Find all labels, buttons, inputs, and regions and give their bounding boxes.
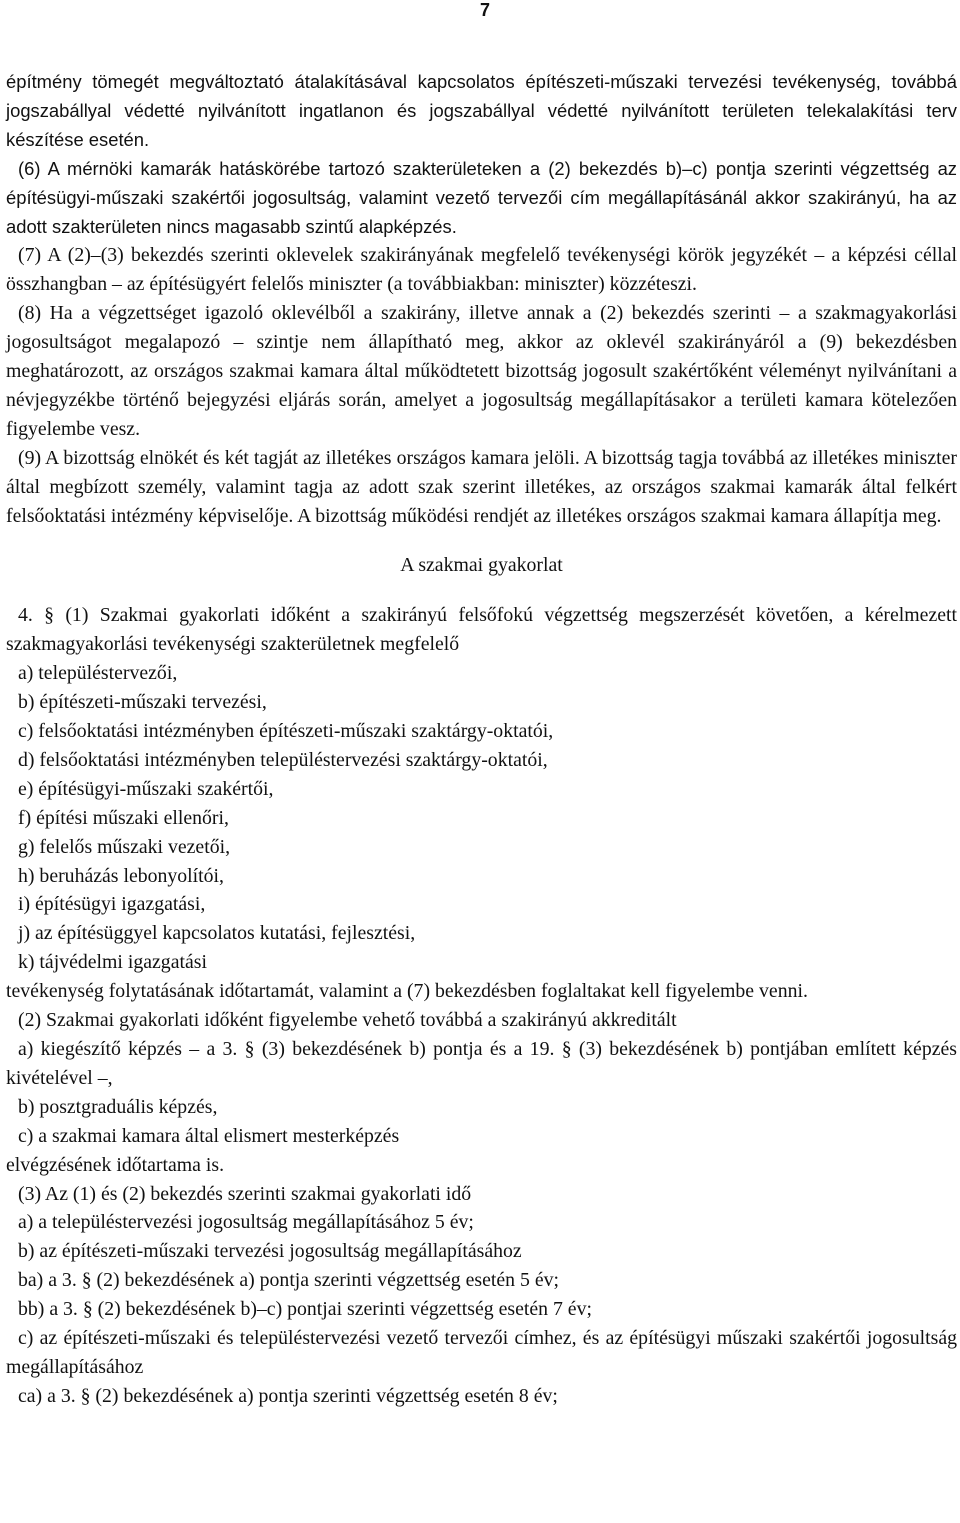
paragraph-intro: építmény tömegét megváltoztató átalakításával kapcsolatos építészeti-műszaki tervezési tevékenység, továbbá jogszabállyal védetté nyilvánított ingatlanon és jogszabállyal védetté nyilvánított területen telekalakítási terv készítése esetén. bbox=[6, 71, 957, 150]
list-item: i) építésügyi igazgatási, bbox=[18, 893, 206, 916]
page-number: 7 bbox=[479, 0, 490, 20]
list-item: j) az építésüggyel kapcsolatos kutatási, fejlesztési, bbox=[18, 922, 416, 945]
list-item: b) az építészeti-műszaki tervezési jogosultság megállapításához bbox=[18, 1240, 522, 1263]
list-item: h) beruházás lebonyolítói, bbox=[18, 864, 224, 887]
list-item: a) a településtervezési jogosultság megállapításához 5 év; bbox=[18, 1211, 474, 1234]
section-4-paragraph-3-intro: (3) Az (1) és (2) bekezdés szerinti szakmai gyakorlati idő bbox=[18, 1182, 472, 1205]
section-4-paragraph-1-tail: tevékenység folytatásának időtartamát, valamint a (7) bekezdésben foglaltakat kell figyelembe venni. bbox=[6, 980, 808, 1003]
paragraph-9: (9) A bizottság elnökét és két tagját az illetékes országos kamara jelöli. A bizottság tagja továbbá az illetékes miniszter által megbízott személy, valamint tagja az adott szak szerint illetékes, az országos szakmai kamarák által felkért felsőoktatási intézmény képviselője. A bizottság működési rendjét az illetékes országos szakmai kamara állapítja meg. bbox=[6, 446, 957, 527]
list-item: a) településtervezői, bbox=[18, 662, 178, 685]
list-item: bb) a 3. § (2) bekezdésének b)–c) pontjai szerinti végzettség esetén 7 év; bbox=[18, 1298, 592, 1321]
paragraph-7: (7) A (2)–(3) bekezdés szerinti oklevelek szakirányának megfelelő tevékenységi körök jegyzékét – a képzési céllal összhangban – az építésügyért felelős miniszter (a továbbiakban: miniszter) közzéteszi. bbox=[6, 244, 957, 296]
document-body bbox=[6, 68, 957, 1411]
section-4-paragraph-1-intro: 4. § (1) Szakmai gyakorlati időként a szakirányú felsőfokú végzettség megszerzését követően, a kérelmezett szakmagyakorlási tevékenységi szakterületnek megfelelő bbox=[6, 604, 957, 656]
list-item: b) építészeti-műszaki tervezési, bbox=[18, 691, 267, 714]
paragraph-8: (8) Ha a végzettséget igazoló oklevélből a szakirány, illetve annak a (2) bekezdés szerinti – a szakmagyakorlási jogosultságot megalapozó – szintje nem állapítható meg, akkor az oklevél szakirányáról a (9) bekezdésben meghatározott, az országos szakmai kamara által működtetett bizottság jogosult szakértőként véleményt nyilvánítani a névjegyzékbe történő bejegyzési eljárás során, amelyet a jogosultság megállapításakor a területi kamara kötelezően figyelembe vesz. bbox=[6, 302, 957, 440]
list-item: c) a szakmai kamara által elismert mesterképzés bbox=[18, 1124, 400, 1147]
list-item: e) építésügyi-műszaki szakértői, bbox=[18, 777, 274, 800]
list-item: ba) a 3. § (2) bekezdésének a) pontja szerinti végzettség esetén 5 év; bbox=[18, 1269, 559, 1292]
section-4-paragraph-2-intro: (2) Szakmai gyakorlati időként figyelembe vehető továbbá a szakirányú akkreditált bbox=[18, 1009, 677, 1032]
list-item: ca) a 3. § (2) bekezdésének a) pontja szerinti végzettség esetén 8 év; bbox=[18, 1384, 558, 1407]
list-item-long: c) az építészeti-műszaki és településtervezési vezető tervezői címhez, és az építésügyi műszaki szakértői jogosultság megállapításához bbox=[6, 1327, 957, 1378]
list-item-long: a) kiegészítő képzés – a 3. § (3) bekezdésének b) pontja és a 19. § (3) bekezdésének b) pontjában említett képzés kivételével –, bbox=[6, 1038, 957, 1089]
list-item: b) posztgraduális képzés, bbox=[18, 1095, 218, 1118]
paragraph-6: (6) A mérnöki kamarák hatáskörébe tartozó szakterületeken a (2) bekezdés b)–c) pontja szerinti végzettség az építésügyi-műszaki szakértői jogosultság, valamint vezető tervezői cím megállapításánál akkor szakirányú, ha az adott szakterületen nincs magasabb szintű alapképzés. bbox=[6, 157, 957, 237]
section-heading: A szakmai gyakorlat bbox=[400, 553, 563, 576]
list-item: g) felelős műszaki vezetői, bbox=[18, 835, 231, 858]
list-item: k) tájvédelmi igazgatási bbox=[18, 951, 207, 974]
list-item: f) építési műszaki ellenőri, bbox=[18, 806, 229, 829]
section-4-paragraph-2-tail: elvégzésének időtartama is. bbox=[6, 1153, 225, 1176]
list-item: c) felsőoktatási intézményben építészeti-műszaki szaktárgy-oktatói, bbox=[18, 720, 554, 743]
list-item: d) felsőoktatási intézményben településtervezési szaktárgy-oktatói, bbox=[18, 748, 548, 771]
